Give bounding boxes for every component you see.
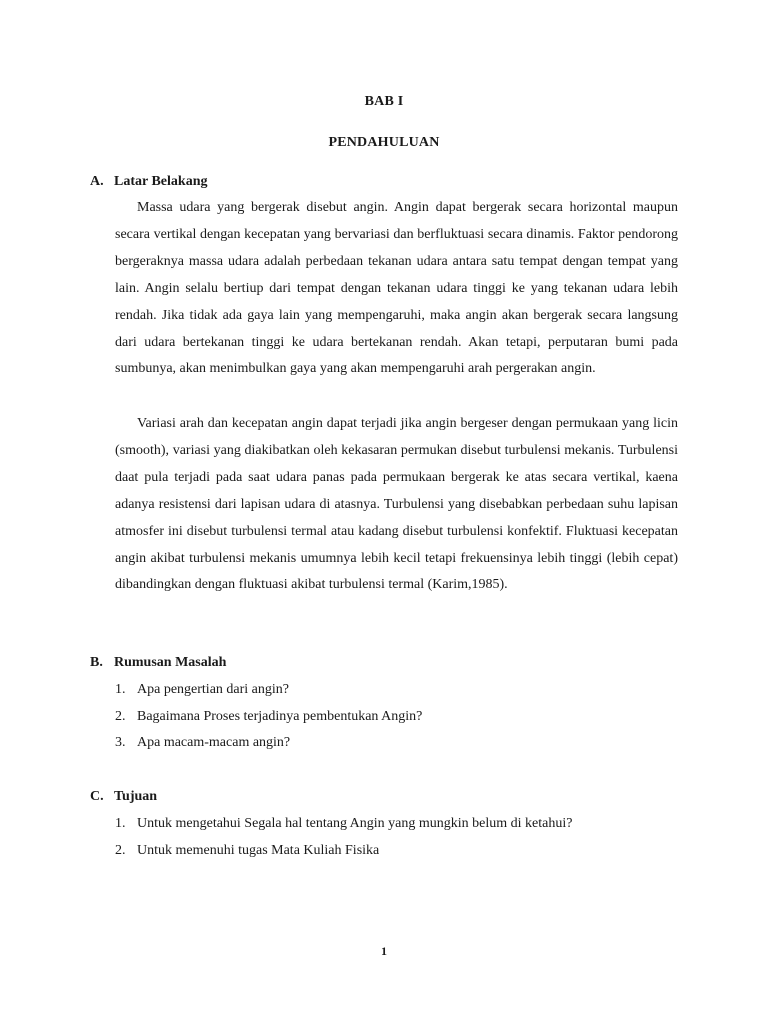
list-item (115, 677, 678, 704)
list-item (115, 704, 678, 731)
list-item (115, 730, 678, 757)
section-b-list (115, 677, 678, 757)
section-c-list (115, 811, 678, 864)
list-item-text: Untuk mengetahui Segala hal tentang Angin yang mungkin belum di ketahui? (137, 816, 573, 831)
list-item-number: 2. (115, 842, 126, 858)
list-item-number: 2. (115, 708, 126, 724)
section-b-heading (90, 655, 226, 671)
list-item-text: Apa pengertian dari angin? (137, 682, 289, 697)
list-item-number: 1. (115, 682, 126, 697)
list-item-text: Untuk memenuhi tugas Mata Kuliah Fisika (137, 842, 380, 858)
list-item-number: 3. (115, 735, 126, 751)
chapter-label: BAB I (364, 94, 404, 109)
page-number: 1 (381, 944, 387, 958)
section-b-letter: B. (90, 655, 103, 670)
section-c-title: Tujuan (114, 789, 158, 804)
list-item-text: Bagaimana Proses terjadinya pembentukan Angin? (137, 708, 423, 724)
section-a-letter: A. (90, 174, 104, 189)
section-c-letter: C. (90, 789, 104, 804)
section-a-title: Latar Belakang (114, 174, 208, 189)
section-a-heading (90, 174, 207, 190)
section-a-paragraph-2: Variasi arah dan kecepatan angin dapat terjadi jika angin bergeser dengan permukaan yang licin (smooth), variasi yang diakibatkan oleh kekasaran permukan disebut turbulensi mekanis. Turbulensi daat pula terjadi pada saat udara panas pada permukaan bergerak ke atas secara vertikal, kaena adanya resistensi dari lapisan udara di atasnya. Turbulensi yang disebabkan perbedaan suhu lapisan atmosfer ini disebut turbulensi termal atau kadang disebut turbulensi konfektif. Fluktuasi kecepatan angin akibat turbulensi mekanis umumnya lebih kecil tetapi frekuensinya lebih tinggi (lebih cepat) dibandingkan dengan fluktuasi akibat turbulensi termal (Karim,1985). (115, 416, 678, 593)
list-item (115, 811, 678, 838)
list-item-number: 1. (115, 816, 126, 831)
list-item-text: Apa macam-macam angin? (137, 735, 291, 751)
section-b-title: Rumusan Masalah (114, 655, 227, 670)
list-item (115, 838, 678, 865)
section-a-paragraph-1: Massa udara yang bergerak disebut angin. Angin dapat bergerak secara horizontal maupun secara vertikal dengan kecepatan yang bervariasi dan berfluktuasi secara dinamis. Faktor pendorong bergeraknya massa udara adalah perbedaan tekanan udara antara satu tempat dengan tempat yang lain. Angin selalu bertiup dari tempat dengan tekanan udara tinggi ke yang tekanan udara lebih rendah. Jika tidak ada gaya lain yang mempengaruhi, maka angin akan bergerak secara langsung dari udara bertekanan tinggi ke udara bertekanan rendah. Akan tetapi, perputaran bumi pada sumbunya, akan menimbulkan gaya yang akan mempengaruhi arah pergerakan angin. (115, 200, 678, 377)
chapter-title: PENDAHULUAN (328, 135, 440, 150)
section-c-heading (90, 789, 157, 805)
